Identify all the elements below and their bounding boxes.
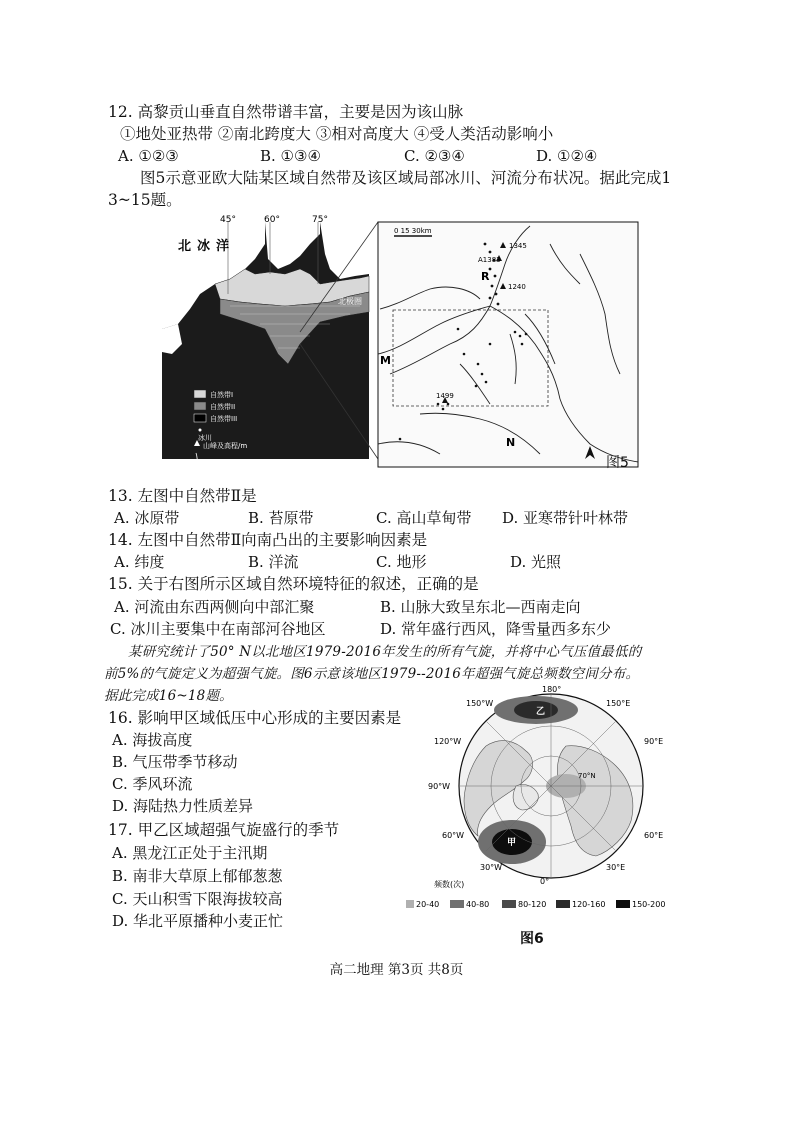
intro2-line3: 据此完成16~18题。 [104, 688, 233, 704]
region-label-jia: 甲 [507, 838, 517, 848]
lon-60w: 60°W [442, 831, 465, 840]
figure-5 [160, 214, 640, 476]
legend-zone-iii: 自然带III [210, 415, 238, 423]
lon-90e: 90°E [644, 737, 664, 746]
q17-option-b: B. 南非大草原上郁郁葱葱 [112, 867, 283, 885]
peak-label-3: 1240 [508, 283, 526, 291]
peak-label-2: A1383 [478, 256, 501, 264]
q13-option-a: A. 冰原带 [114, 509, 180, 527]
q16-stem: 16. 影响甲区域低压中心形成的主要因素是 [108, 709, 402, 727]
polar-grid [459, 694, 643, 878]
q12-stem: 12. 高黎贡山垂直自然带谱丰富，主要是因为该山脉 [108, 103, 464, 121]
legend-river: 河流与湖泊 [205, 460, 240, 468]
lon-120w: 120°W [434, 737, 462, 746]
q15-option-c: C. 冰川主要集中在南部河谷地区 [110, 620, 326, 638]
letter-m: M [380, 354, 391, 367]
letter-r: R [481, 270, 490, 283]
lon-180: 180° [542, 686, 562, 694]
q12-option-d: D. ①②④ [536, 147, 598, 165]
legend-peak: 山峰及高程/m [203, 442, 248, 450]
lon-150e: 150°E [606, 699, 631, 708]
q13-option-d: D. 亚寒带针叶林带 [502, 509, 629, 527]
fig6-legend [406, 900, 665, 909]
peak-label-4: 1499 [436, 392, 454, 400]
region-label-yi: 乙 [536, 707, 546, 717]
q16-option-b: B. 气压带季节移动 [112, 753, 238, 771]
q17-stem: 17. 甲乙区域超强气旋盛行的季节 [108, 821, 340, 839]
q16-option-d: D. 海陆热力性质差异 [112, 797, 254, 815]
legend-150-200: 150-200 [632, 900, 666, 909]
lat-70n: 70°N [578, 772, 596, 780]
q14-option-b: B. 洋流 [248, 553, 299, 571]
figure-6-svg [406, 686, 696, 918]
lon-30w: 30°W [480, 863, 503, 872]
q15-option-a: A. 河流由东西两侧向中部汇聚 [114, 598, 315, 616]
q12-option-b: B. ①③④ [260, 147, 321, 165]
legend-80-120: 80-120 [518, 900, 547, 909]
q16-option-a: A. 海拔高度 [112, 731, 193, 749]
figure-5-svg [160, 214, 640, 476]
legend-zone-ii: 自然带II [210, 403, 236, 411]
intro2-line1: 某研究统计了50° N以北地区1979-2016年发生的所有气旋，并将中心气压值最低的 [128, 644, 642, 660]
legend-zone-i: 自然带I [210, 391, 234, 399]
figure-6 [406, 686, 696, 918]
q14-option-c: C. 地形 [376, 553, 427, 571]
fig5-caption: 图5 [606, 455, 629, 471]
lon-30e: 30°E [606, 863, 626, 872]
q15-stem: 15. 关于右图所示区域自然环境特征的叙述，正确的是 [108, 575, 479, 593]
legend-glacier: 冰川 [198, 434, 212, 442]
peak-label-1: 1345 [509, 242, 527, 250]
fig6-caption: 图6 [520, 931, 544, 947]
fig6-legend-title: 频数(次) [434, 880, 465, 889]
lon-150w: 150°W [466, 699, 494, 708]
q13-option-c: C. 高山草甸带 [376, 509, 472, 527]
q14-option-a: A. 纬度 [114, 553, 165, 571]
lon-label-45: 45° [220, 215, 236, 225]
q13-option-b: B. 苔原带 [248, 509, 314, 527]
q15-option-d: D. 常年盛行西风，降雪量西多东少 [380, 620, 612, 638]
intro2-line2: 前5%的气旋定义为超强气旋。图6示意该地区1979--2016年超强气旋总频数空间分布。 [104, 666, 640, 682]
lon-90w: 90°W [428, 782, 451, 791]
legend-20-40: 20-40 [416, 900, 440, 909]
lon-label-60: 60° [264, 215, 280, 225]
q14-option-d: D. 光照 [510, 553, 562, 571]
letter-n: N [506, 436, 516, 449]
lon-label-75: 75° [312, 215, 328, 225]
intro1-line1: 图5示意亚欧大陆某区域自然带及该区域局部冰川、河流分布状况。据此完成1 [140, 169, 672, 187]
q17-option-a: A. 黑龙江正处于主汛期 [112, 844, 268, 862]
page-footer: 高二地理 第3页 共8页 [329, 962, 464, 978]
lon-0: 0° [540, 877, 550, 886]
legend-120-160: 120-160 [572, 900, 606, 909]
q16-option-c: C. 季风环流 [112, 775, 193, 793]
arctic-ocean-label: 北冰洋 [178, 239, 236, 254]
q12-statements: ①地处亚热带 ②南北跨度大 ③相对高度大 ④受人类活动影响小 [120, 125, 554, 143]
q12-option-c: C. ②③④ [404, 147, 465, 165]
intro1-line2: 3~15题。 [108, 191, 182, 209]
legend-40-80: 40-80 [466, 900, 490, 909]
q17-option-c: C. 天山积雪下限海拔较高 [112, 890, 283, 908]
q17-option-d: D. 华北平原播种小麦正忙 [112, 912, 284, 930]
lon-60e: 60°E [644, 831, 664, 840]
scale-label: 0 15 30km [394, 227, 432, 235]
q14-stem: 14. 左图中自然带Ⅱ向南凸出的主要影响因素是 [108, 531, 428, 549]
q12-option-a: A. ①②③ [118, 147, 179, 165]
q15-option-b: B. 山脉大致呈东北—西南走向 [380, 598, 581, 616]
q13-stem: 13. 左图中自然带Ⅱ是 [108, 487, 257, 505]
arctic-circle-label: 北极圈 [338, 297, 362, 306]
